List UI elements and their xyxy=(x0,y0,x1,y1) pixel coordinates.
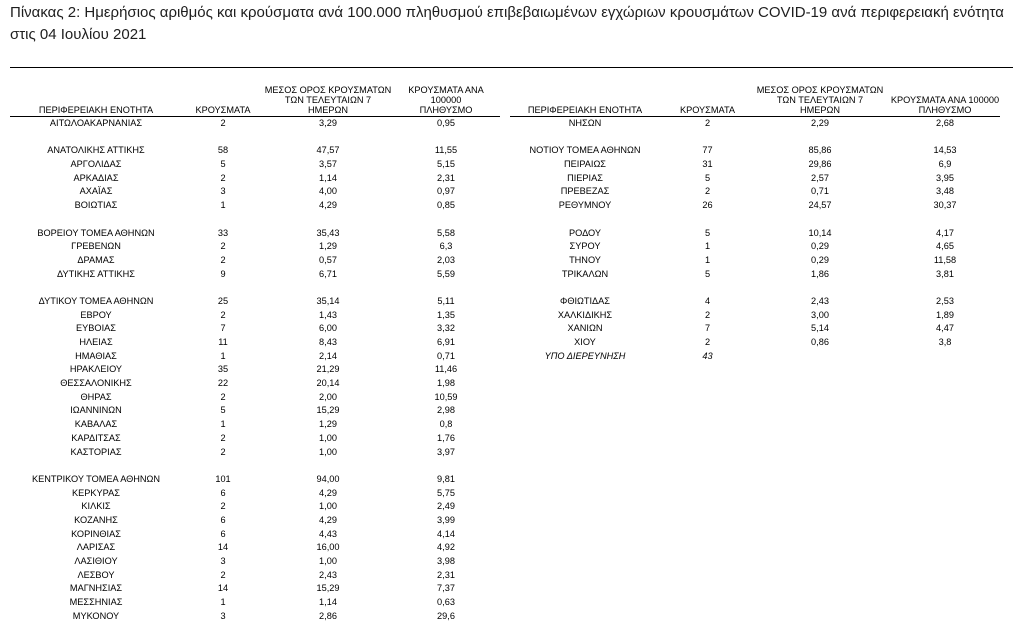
table-row xyxy=(510,295,1000,309)
avg-cell: 3,00 xyxy=(811,309,829,320)
per100k-cell: 5,58 xyxy=(437,227,455,238)
row-spacer xyxy=(10,459,500,473)
unit-name-cell: ΚΑΡΔΙΤΣΑΣ xyxy=(71,432,121,443)
cases-cell: 5 xyxy=(704,227,711,238)
avg-cell: 16,00 xyxy=(316,542,340,553)
table-row xyxy=(510,158,1000,172)
right-table-header xyxy=(510,78,1000,117)
avg-cell: 1,14 xyxy=(319,172,337,183)
unit-name-cell: ΘΗΡΑΣ xyxy=(80,391,112,402)
unit-name-cell: ΒΟΡΕΙΟΥ ΤΟΜΕΑ ΑΘΗΝΩΝ xyxy=(37,227,155,238)
table-row xyxy=(10,309,500,323)
per100k-cell: 2,68 xyxy=(936,118,954,128)
avg-cell: 1,29 xyxy=(319,419,337,430)
unit-name-cell: ΗΛΕΙΑΣ xyxy=(79,337,113,347)
cases-cell: 1 xyxy=(220,350,226,361)
table-row xyxy=(10,227,500,241)
per100k-cell: 4,14 xyxy=(437,528,455,539)
unit-name-cell: ΤΡΙΚΑΛΩΝ xyxy=(561,268,609,279)
table-row xyxy=(10,582,500,596)
cases-cell: 101 xyxy=(215,473,231,484)
avg-cell: 6,00 xyxy=(319,323,337,334)
right-table xyxy=(510,78,1000,363)
per100k-cell: 30,37 xyxy=(933,200,957,211)
avg-cell: 3,57 xyxy=(319,159,337,170)
table-row xyxy=(510,254,1000,268)
cases-cell: 4 xyxy=(704,295,711,306)
unit-name-cell: ΧΑΝΙΩΝ xyxy=(567,323,603,334)
cases-cell: 33 xyxy=(217,227,229,238)
cases-cell: 2 xyxy=(220,391,226,402)
avg-cell: 1,14 xyxy=(319,597,337,608)
table-row xyxy=(510,199,1000,213)
unit-name-cell: ΚΟΖΑΝΗΣ xyxy=(74,514,118,525)
per100k-cell: 1,76 xyxy=(437,432,455,443)
table-row xyxy=(10,268,500,282)
unit-name-cell: ΔΥΤΙΚΗΣ ΑΤΤΙΚΗΣ xyxy=(57,268,135,279)
cases-cell: 22 xyxy=(217,378,229,389)
avg-cell: 0,71 xyxy=(811,186,829,197)
header-cases: ΚΡΟΥΣΜΑΤΑ xyxy=(679,105,736,115)
table-row xyxy=(10,336,500,350)
cases-cell: 3 xyxy=(220,610,226,621)
unit-name-cell: ΝΗΣΩΝ xyxy=(568,118,602,128)
per100k-cell: 11,55 xyxy=(434,145,458,156)
unit-name-cell: ΜΥΚΟΝΟΥ xyxy=(72,610,120,621)
unit-name-cell: ΝΟΤΙΟΥ ΤΟΜΕΑ ΑΘΗΝΩΝ xyxy=(529,145,641,156)
unit-name-cell: ΑΝΑΤΟΛΙΚΗΣ ΑΤΤΙΚΗΣ xyxy=(47,145,145,156)
table-row xyxy=(510,309,1000,323)
table-row xyxy=(510,172,1000,186)
table-row xyxy=(10,295,500,309)
row-spacer xyxy=(10,281,500,295)
table-row xyxy=(10,254,500,268)
table-row xyxy=(510,350,1000,364)
table-row xyxy=(10,185,500,199)
unit-name-cell: ΚΟΡΙΝΘΙΑΣ xyxy=(71,528,121,539)
cases-cell: 5 xyxy=(220,159,226,170)
table-row xyxy=(10,377,500,391)
header-avg-line3: ΗΜΕΡΩΝ xyxy=(799,105,841,115)
table-row xyxy=(10,528,500,542)
cases-cell: 11 xyxy=(218,337,228,347)
left-table-header xyxy=(10,78,500,117)
per100k-cell: 2,31 xyxy=(437,569,455,580)
unit-name-cell: ΠΕΙΡΑΙΩΣ xyxy=(564,159,606,170)
avg-cell: 0,29 xyxy=(811,241,829,252)
avg-cell: 2,43 xyxy=(319,569,337,580)
per100k-cell: 5,75 xyxy=(437,487,455,498)
per100k-cell: 6,91 xyxy=(437,337,455,347)
unit-name-cell: ΜΑΓΝΗΣΙΑΣ xyxy=(69,583,123,594)
avg-cell: 1,43 xyxy=(319,309,337,320)
per100k-cell: 2,49 xyxy=(437,501,455,512)
unit-name-cell: ΛΕΣΒΟΥ xyxy=(77,569,115,580)
cases-cell: 2 xyxy=(220,309,226,320)
cases-cell: 1 xyxy=(220,419,226,430)
per100k-cell: 6,3 xyxy=(439,241,453,252)
table-row xyxy=(10,555,500,569)
header-avg-line2: ΤΩΝ ΤΕΛΕΥΤΑΙΩΝ 7 xyxy=(776,95,864,105)
unit-name-cell: ΜΕΣΣΗΝΙΑΣ xyxy=(69,597,123,608)
avg-cell: 0,57 xyxy=(319,254,337,265)
avg-cell: 1,00 xyxy=(319,501,337,512)
table-row xyxy=(10,487,500,501)
cases-cell: 2 xyxy=(704,309,711,320)
cases-cell: 2 xyxy=(704,337,711,347)
per100k-cell: 2,31 xyxy=(437,172,455,183)
cases-cell: 1 xyxy=(220,597,226,608)
unit-name-cell: ΗΡΑΚΛΕΙΟΥ xyxy=(69,364,123,375)
per100k-cell: 5,59 xyxy=(437,268,455,279)
table-row xyxy=(10,350,500,364)
per100k-cell: 3,8 xyxy=(938,337,952,347)
cases-cell: 2 xyxy=(220,118,226,128)
per100k-cell: 3,98 xyxy=(437,556,455,566)
table-row xyxy=(10,446,500,460)
avg-cell: 29,86 xyxy=(808,159,832,170)
per100k-cell: 11,58 xyxy=(933,254,957,265)
avg-cell: 21,29 xyxy=(316,364,340,375)
cases-cell: 31 xyxy=(702,159,713,170)
table-row xyxy=(510,185,1000,199)
per100k-cell: 1,98 xyxy=(437,378,455,389)
unit-name-cell: ΕΥΒΟΙΑΣ xyxy=(76,323,116,334)
document-title: Πίνακας 2: Ημερήσιος αριθμός και κρούσματα ανά 100.000 πληθυσμού επιβεβαιωμένων εγχώριων κρουσμάτων COVID-19 ανά περιφερειακή ενότητα στις 04 Ιουλίου 2021 xyxy=(10,4,1004,43)
unit-name-cell: ΧΑΛΚΙΔΙΚΗΣ xyxy=(557,309,613,320)
right-table-body xyxy=(510,117,1000,363)
avg-cell: 2,57 xyxy=(811,172,829,183)
unit-name-cell: ΛΑΣΙΘΙΟΥ xyxy=(74,556,118,566)
avg-cell: 1,86 xyxy=(811,268,829,279)
per100k-cell: 6,9 xyxy=(938,159,952,170)
cases-cell: 26 xyxy=(702,200,713,211)
cases-cell: 2 xyxy=(220,172,226,183)
table-row xyxy=(10,473,500,487)
per100k-cell: 1,35 xyxy=(437,309,455,320)
unit-name-cell: ΚΑΒΑΛΑΣ xyxy=(74,419,118,430)
avg-cell: 47,57 xyxy=(316,145,340,156)
avg-cell: 1,00 xyxy=(319,556,337,566)
table-row xyxy=(10,199,500,213)
per100k-cell: 5,11 xyxy=(437,295,455,306)
avg-cell: 0,29 xyxy=(811,254,829,265)
unit-name-cell: ΚΙΛΚΙΣ xyxy=(81,501,111,512)
cases-cell: 2 xyxy=(220,501,226,512)
row-spacer xyxy=(510,131,1000,145)
left-table xyxy=(10,78,500,623)
per100k-cell: 5,15 xyxy=(437,159,455,170)
per100k-cell: 14,53 xyxy=(933,145,957,156)
row-spacer xyxy=(510,213,1000,227)
unit-name-cell: ΑΡΚΑΔΙΑΣ xyxy=(73,172,119,183)
avg-cell: 4,43 xyxy=(319,528,337,539)
per100k-cell: 0,71 xyxy=(437,350,455,361)
cases-cell: 5 xyxy=(704,268,711,279)
unit-name-cell: ΑΙΤΩΛΟΑΚΑΡΝΑΝΙΑΣ xyxy=(49,118,143,128)
per100k-cell: 4,17 xyxy=(936,227,954,238)
avg-cell: 2,29 xyxy=(811,118,829,128)
table-row xyxy=(510,322,1000,336)
cases-cell: 9 xyxy=(220,268,226,279)
unit-name-cell: ΤΗΝΟΥ xyxy=(569,254,601,265)
table-row xyxy=(510,240,1000,254)
unit-name-cell: ΓΡΕΒΕΝΩΝ xyxy=(71,241,121,252)
per100k-cell: 0,8 xyxy=(439,419,453,430)
per100k-cell: 29,6 xyxy=(437,610,455,621)
cases-cell: 1 xyxy=(704,254,711,265)
table-row xyxy=(10,610,500,624)
cases-cell: 58 xyxy=(217,145,229,156)
table-row xyxy=(10,363,500,377)
header-avg xyxy=(755,85,885,115)
header-cases: ΚΡΟΥΣΜΑΤΑ xyxy=(195,105,251,115)
cases-cell: 2 xyxy=(220,569,226,580)
cases-cell: 6 xyxy=(220,487,226,498)
unit-name-cell: ΔΡΑΜΑΣ xyxy=(77,254,115,265)
header-avg-line1: ΜΕΣΟΣ ΟΡΟΣ ΚΡΟΥΣΜΑΤΩΝ xyxy=(264,85,392,95)
unit-name-cell: ΕΒΡΟΥ xyxy=(80,309,112,320)
per100k-cell: 4,92 xyxy=(437,542,455,553)
avg-cell: 1,29 xyxy=(319,241,337,252)
unit-name-cell: ΙΩΑΝΝΙΝΩΝ xyxy=(70,405,122,416)
cases-cell: 2 xyxy=(704,186,711,197)
cases-cell: 5 xyxy=(704,172,711,183)
unit-name-cell: ΘΕΣΣΑΛΟΝΙΚΗΣ xyxy=(60,378,132,389)
cases-cell: 7 xyxy=(704,323,711,334)
per100k-cell: 2,53 xyxy=(936,295,954,306)
unit-name-cell: ΦΘΙΩΤΙΔΑΣ xyxy=(559,295,610,306)
per100k-cell: 0,95 xyxy=(437,118,455,128)
top-rule xyxy=(10,67,1013,68)
cases-cell: 5 xyxy=(220,405,226,416)
unit-name-cell: ΔΥΤΙΚΟΥ ΤΟΜΕΑ ΑΘΗΝΩΝ xyxy=(38,295,154,306)
cases-cell: 3 xyxy=(220,186,226,197)
avg-cell: 4,29 xyxy=(319,200,337,211)
avg-cell: 35,43 xyxy=(316,227,340,238)
unit-name-cell: ΡΕΘΥΜΝΟΥ xyxy=(558,200,612,211)
table-row xyxy=(10,514,500,528)
avg-cell: 4,00 xyxy=(319,186,337,197)
unit-name-cell: ΗΜΑΘΙΑΣ xyxy=(75,350,117,361)
per100k-cell: 0,97 xyxy=(437,186,455,197)
cases-cell: 1 xyxy=(220,200,226,211)
per100k-cell: 3,81 xyxy=(936,268,954,279)
cases-cell: 77 xyxy=(702,145,713,156)
avg-cell: 24,57 xyxy=(808,200,832,211)
unit-name-cell: ΣΥΡΟΥ xyxy=(569,241,601,252)
header-unit: ΠΕΡΙΦΕΡΕΙΑΚΗ ΕΝΟΤΗΤΑ xyxy=(38,105,154,115)
table-row xyxy=(10,404,500,418)
header-per100k-line1: ΚΡΟΥΣΜΑΤΑ ΑΝΑ 100000 xyxy=(408,85,484,105)
unit-name-cell: ΠΡΕΒΕΖΑΣ xyxy=(560,186,610,197)
unit-name-cell: ΛΑΡΙΣΑΣ xyxy=(76,542,116,553)
table-row xyxy=(10,418,500,432)
cases-cell: 43 xyxy=(702,350,713,361)
per100k-cell: 4,65 xyxy=(936,241,954,252)
table-row xyxy=(510,227,1000,241)
table-row xyxy=(10,432,500,446)
avg-cell: 15,29 xyxy=(316,583,340,594)
table-row xyxy=(10,240,500,254)
table-row xyxy=(10,322,500,336)
avg-cell: 5,14 xyxy=(811,323,829,334)
unit-name-cell: ΠΙΕΡΙΑΣ xyxy=(567,172,603,183)
cases-cell: 2 xyxy=(220,432,226,443)
header-avg-line1: ΜΕΣΟΣ ΟΡΟΣ ΚΡΟΥΣΜΑΤΩΝ xyxy=(756,85,884,95)
unit-name-cell: ΚΕΝΤΡΙΚΟΥ ΤΟΜΕΑ ΑΘΗΝΩΝ xyxy=(31,473,161,484)
table-row xyxy=(510,336,1000,350)
per100k-cell: 4,47 xyxy=(936,323,954,334)
cases-cell: 6 xyxy=(220,514,226,525)
per100k-cell: 0,63 xyxy=(437,597,455,608)
header-unit: ΠΕΡΙΦΕΡΕΙΑΚΗ ΕΝΟΤΗΤΑ xyxy=(527,105,643,115)
avg-cell: 20,14 xyxy=(316,378,340,389)
row-spacer xyxy=(510,281,1000,295)
left-table-body xyxy=(10,117,500,623)
unit-name-cell: ΚΑΣΤΟΡΙΑΣ xyxy=(70,446,122,457)
header-avg xyxy=(264,85,392,115)
unit-name-cell: ΑΡΓΟΛΙΔΑΣ xyxy=(70,159,122,170)
avg-cell: 2,00 xyxy=(319,391,337,402)
cases-cell: 2 xyxy=(220,241,226,252)
header-per100k-line2: ΠΛΗΘΥΣΜΟ xyxy=(918,105,972,115)
per100k-cell: 3,48 xyxy=(936,186,954,197)
table-row xyxy=(10,596,500,610)
avg-cell: 1,00 xyxy=(319,446,337,457)
row-spacer xyxy=(10,213,500,227)
cases-cell: 2 xyxy=(704,118,711,128)
unit-name-cell: ΡΟΔΟΥ xyxy=(568,227,601,238)
table-row xyxy=(10,144,500,158)
avg-cell: 8,43 xyxy=(319,337,337,347)
cases-cell: 1 xyxy=(704,241,711,252)
avg-cell: 2,86 xyxy=(319,610,337,621)
per100k-cell: 2,98 xyxy=(437,405,455,416)
avg-cell: 2,43 xyxy=(811,295,829,306)
header-per100k-line1: ΚΡΟΥΣΜΑΤΑ ΑΝΑ 100000 xyxy=(890,95,1000,105)
unit-name-cell: ΑΧΑΪΑΣ xyxy=(79,186,113,197)
per100k-cell: 3,97 xyxy=(437,446,455,457)
avg-cell: 0,86 xyxy=(811,337,829,347)
per100k-cell: 9,81 xyxy=(437,473,455,484)
per100k-cell: 3,99 xyxy=(437,514,455,525)
table-row xyxy=(510,117,1000,131)
table-row xyxy=(10,541,500,555)
cases-cell: 2 xyxy=(220,254,226,265)
table-row xyxy=(510,144,1000,158)
header-avg-line2: ΤΩΝ ΤΕΛΕΥΤΑΙΩΝ 7 xyxy=(284,95,372,105)
header-per100k xyxy=(392,85,500,115)
header-per100k-line2: ΠΛΗΘΥΣΜΟ xyxy=(419,105,473,115)
cases-cell: 6 xyxy=(220,528,226,539)
unit-name-cell: ΧΙΟΥ xyxy=(574,337,596,347)
cases-cell: 3 xyxy=(220,556,226,566)
avg-cell: 15,29 xyxy=(316,405,340,416)
per100k-cell: 10,59 xyxy=(434,391,458,402)
table-row xyxy=(10,500,500,514)
header-avg-line3: ΗΜΕΡΩΝ xyxy=(307,105,349,115)
unit-name-cell: ΥΠΟ ΔΙΕΡΕΥΝΗΣΗ xyxy=(544,350,626,361)
table-row xyxy=(510,268,1000,282)
table-row xyxy=(10,391,500,405)
table-row xyxy=(10,569,500,583)
cases-cell: 35 xyxy=(217,364,229,375)
unit-name-cell: ΚΕΡΚΥΡΑΣ xyxy=(72,487,120,498)
header-per100k xyxy=(885,95,1005,115)
per100k-cell: 3,32 xyxy=(437,323,455,334)
cases-cell: 7 xyxy=(220,323,226,334)
avg-cell: 2,14 xyxy=(319,350,337,361)
avg-cell: 1,00 xyxy=(319,432,337,443)
avg-cell: 85,86 xyxy=(808,145,832,156)
cases-cell: 14 xyxy=(217,542,229,553)
per100k-cell: 0,85 xyxy=(437,200,455,211)
table-row xyxy=(10,117,500,131)
per100k-cell: 3,95 xyxy=(936,172,954,183)
unit-name-cell: ΒΟΙΩΤΙΑΣ xyxy=(74,200,118,211)
avg-cell: 3,29 xyxy=(319,118,337,128)
table-row xyxy=(10,172,500,186)
avg-cell: 4,29 xyxy=(319,487,337,498)
per100k-cell: 7,37 xyxy=(437,583,455,594)
per100k-cell: 1,89 xyxy=(936,309,954,320)
avg-cell: 94,00 xyxy=(316,473,340,484)
cases-cell: 25 xyxy=(217,295,229,306)
avg-cell: 6,71 xyxy=(319,268,337,279)
cases-cell: 2 xyxy=(220,446,226,457)
cases-cell: 14 xyxy=(217,583,229,594)
per100k-cell: 11,46 xyxy=(434,364,458,375)
avg-cell: 10,14 xyxy=(808,227,832,238)
row-spacer xyxy=(10,131,500,145)
table-row xyxy=(10,158,500,172)
avg-cell: 4,29 xyxy=(319,514,337,525)
avg-cell: 35,14 xyxy=(316,295,340,306)
per100k-cell: 2,03 xyxy=(437,254,455,265)
